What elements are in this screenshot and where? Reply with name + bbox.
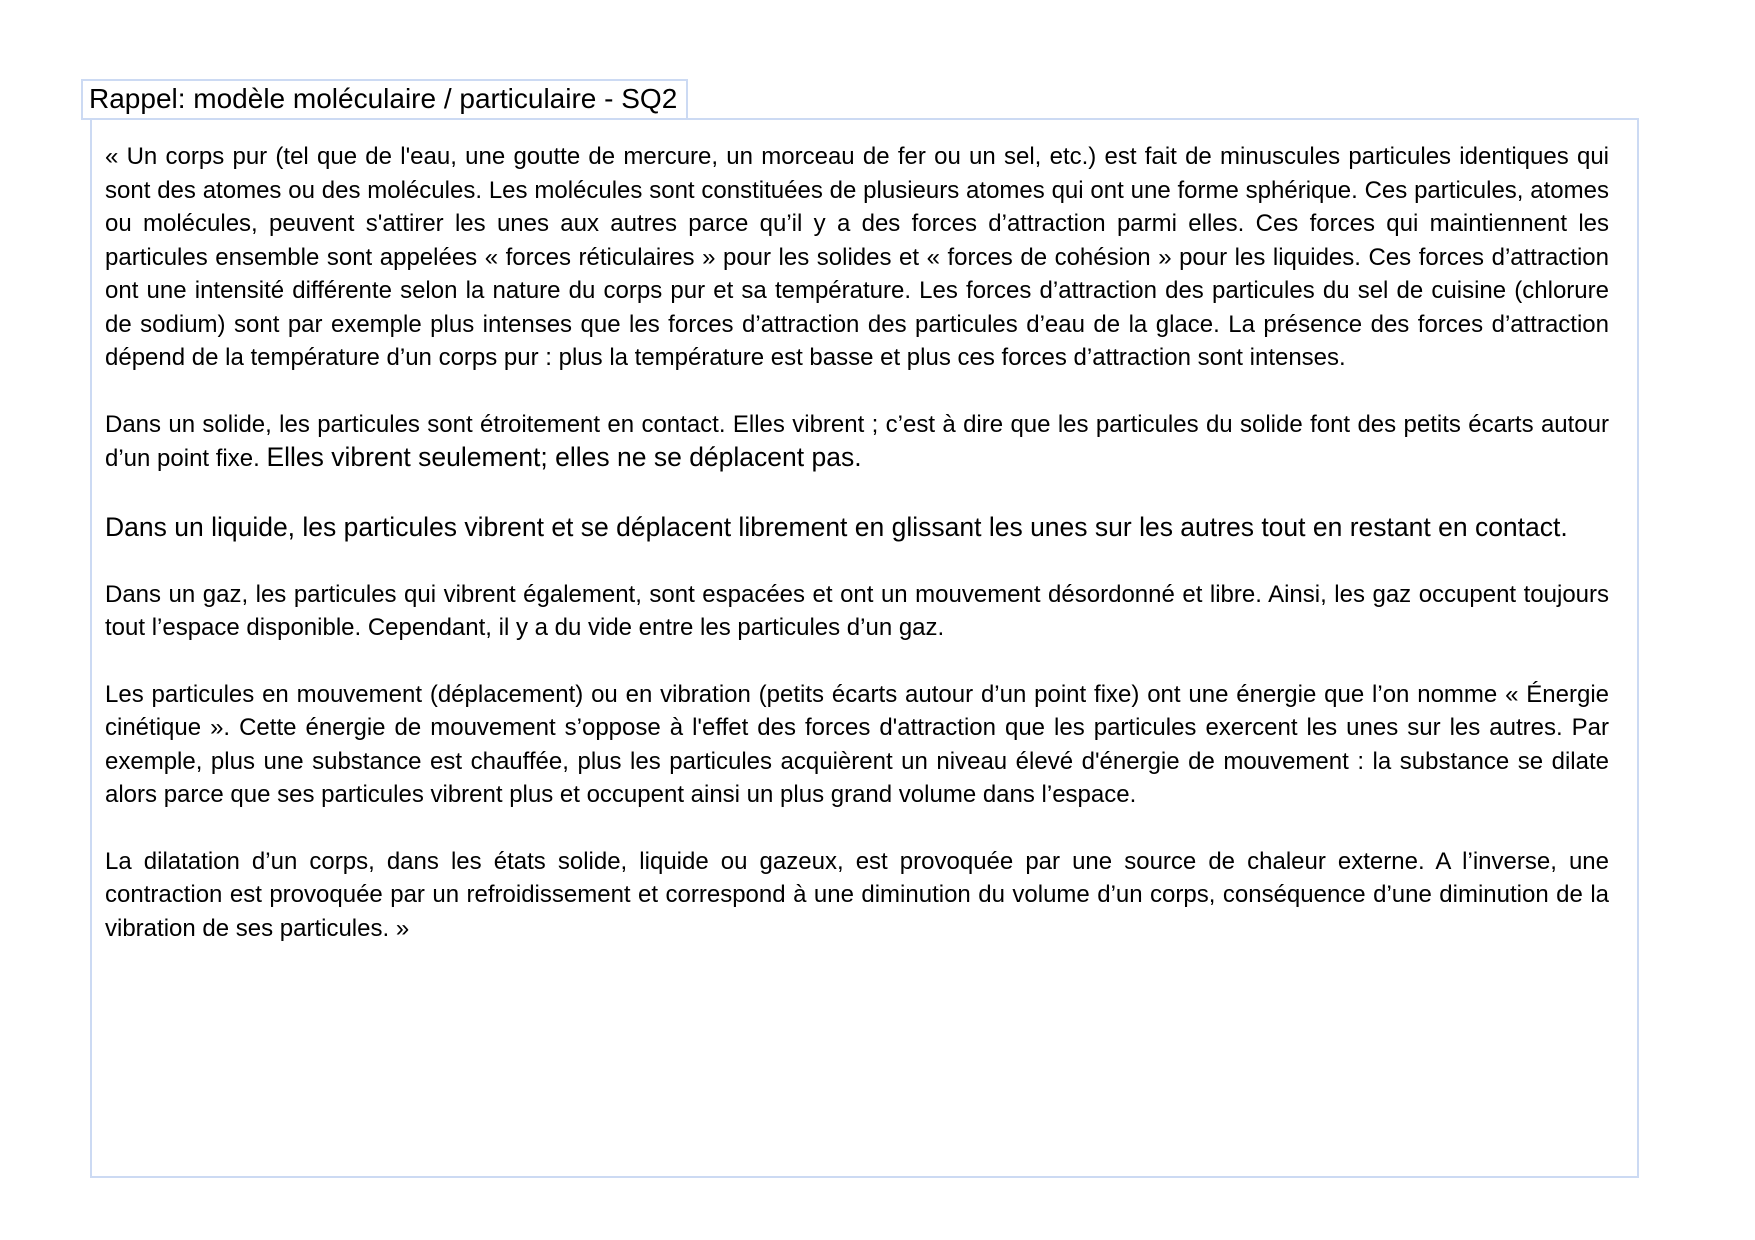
paragraph-liquide: Dans un liquide, les particules vibrent et se déplacent librement en glissant les unes sur les autres tout en restant en contact. bbox=[105, 511, 1568, 542]
paragraph-solide-emphasis: Elles vibrent seulement; elles ne se déplacent pas. bbox=[266, 442, 862, 472]
title-box bbox=[81, 79, 688, 120]
paragraph-solide-text: Dans un solide, les particules sont étroitement en contact. Elles vibrent ; c’est à dire que les particules du solide font des petits écarts autour d’un point fixe. bbox=[105, 410, 1609, 472]
paragraph-gaz: Dans un gaz, les particules qui vibrent également, sont espacées et ont un mouvement désordonné et libre. Ainsi, les gaz occupent toujours tout l’espace disponible. Cependant, il y a du vide entre les particules d’un gaz. bbox=[105, 580, 1609, 641]
paragraph-solide bbox=[105, 408, 1609, 476]
content-box bbox=[90, 118, 1639, 1178]
page-title: Rappel: modèle moléculaire / particulaire - SQ2 bbox=[89, 83, 678, 114]
paragraph-dilatation: La dilatation d’un corps, dans les états solide, liquide ou gazeux, est provoquée par une source de chaleur externe. A l’inverse, une contraction est provoquée par un refroidissement et correspond à une diminution du volume d’un corps, conséquence d’une diminution de la vibration de ses particules. » bbox=[105, 847, 1609, 942]
paragraph-corps-pur: « Un corps pur (tel que de l'eau, une goutte de mercure, un morceau de fer ou un sel, etc.) est fait de minuscules particules identiques qui sont des atomes ou des molécules. Les molécules sont constituées de plusieurs atomes qui ont une forme sphérique. Ces particules, atomes ou molécules, peuvent s'attirer les unes aux autres parce qu’il y a des forces d’attraction parmi elles. Ces forces qui maintiennent les particules ensemble sont appelées « forces réticulaires » pour les solides et « forces de cohésion » pour les liquides. Ces forces d’attraction ont une intensité différente selon la nature du corps pur et sa température. Les forces d’attraction des particules du sel de cuisine (chlorure de sodium) sont par exemple plus intenses que les forces d’attraction des particules d’eau de la glace. La présence des forces d’attraction dépend de la température d’un corps pur : plus la température est basse et plus ces forces d’attraction sont intenses. bbox=[105, 143, 1609, 371]
paragraph-energie: Les particules en mouvement (déplacement) ou en vibration (petits écarts autour d’un point fixe) ont une énergie que l’on nomme « Énergie cinétique ». Cette énergie de mouvement s’oppose à l'effet des forces d'attraction que les particules exercent les unes sur les autres. Par exemple, plus une substance est chauffée, plus les particules acquièrent un niveau élevé d'énergie de mouvement : la substance se dilate alors parce que ses particules vibrent plus et occupent ainsi un plus grand volume dans l’espace. bbox=[105, 680, 1609, 808]
